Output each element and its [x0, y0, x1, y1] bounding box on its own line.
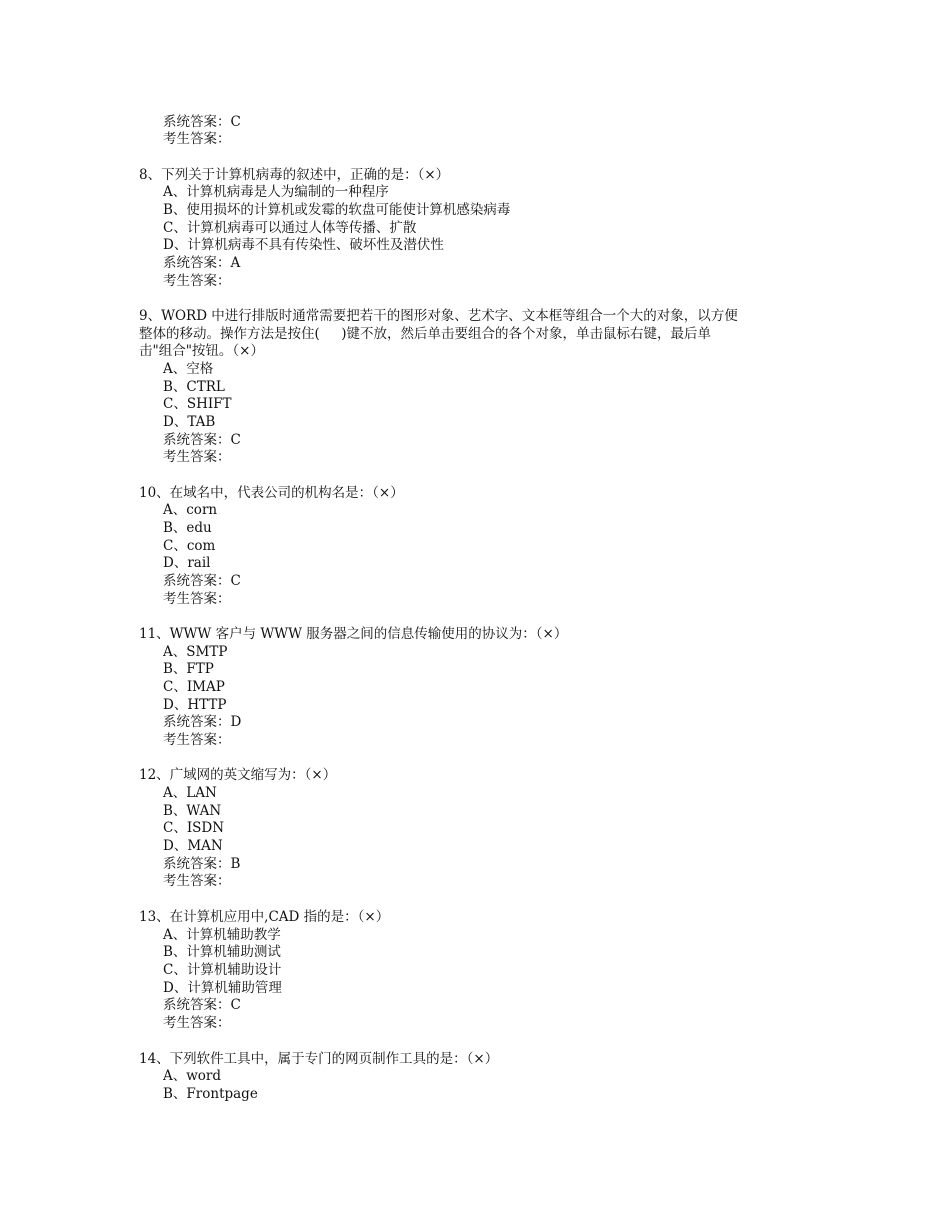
question-9-option-c: C、SHIFT: [163, 396, 232, 412]
question-12-option-b: B、WAN: [163, 803, 222, 819]
question-9-option-d: D、TAB: [163, 414, 216, 430]
question-13-option-d: D、计算机辅助管理: [163, 980, 282, 996]
question-10-student-answer: 考生答案：: [163, 591, 231, 607]
question-8-option-a: A、计算机病毒是人为编制的一种程序: [163, 184, 389, 200]
question-14-option-b: B、Frontpage: [163, 1086, 258, 1102]
student-answer: 考生答案：: [163, 131, 231, 147]
question-12-option-d: D、MAN: [163, 838, 223, 854]
question-9-option-a: A、空格: [163, 361, 214, 377]
question-10-option-d: D、rail: [163, 555, 211, 571]
question-8-system-answer: 系统答案：A: [163, 255, 241, 271]
question-10-system-answer: 系统答案：C: [163, 573, 241, 589]
question-12-option-a: A、LAN: [163, 785, 217, 801]
question-10-option-b: B、edu: [163, 520, 212, 536]
question-14-option-a: A、word: [163, 1068, 222, 1084]
question-11-option-d: D、HTTP: [163, 697, 227, 713]
question-13-option-b: B、计算机辅助测试: [163, 944, 281, 960]
question-10-option-c: C、com: [163, 538, 216, 554]
question-12-student-answer: 考生答案：: [163, 873, 231, 889]
question-10-option-a: A、corn: [163, 502, 218, 518]
question-11-option-c: C、IMAP: [163, 679, 225, 695]
question-12-text: 12、广域网的英文缩写为：（×）: [139, 767, 337, 783]
question-13-option-a: A、计算机辅助教学: [163, 927, 281, 943]
question-13-student-answer: 考生答案：: [163, 1015, 231, 1031]
question-12-option-c: C、ISDN: [163, 820, 225, 836]
question-11-option-a: A、SMTP: [163, 644, 228, 660]
question-8-option-d: D、计算机病毒不具有传染性、破坏性及潜伏性: [163, 237, 444, 253]
question-11-text: 11、WWW 客户与 WWW 服务器之间的信息传输使用的协议为：（×）: [139, 626, 568, 642]
question-11-student-answer: 考生答案：: [163, 732, 231, 748]
question-11-option-b: B、FTP: [163, 661, 214, 677]
question-13-option-c: C、计算机辅助设计: [163, 962, 282, 978]
question-14-text: 14、下列软件工具中，属于专门的网页制作工具的是：（×）: [139, 1051, 499, 1067]
question-9-student-answer: 考生答案：: [163, 449, 231, 465]
question-9-option-b: B、CTRL: [163, 379, 225, 395]
system-answer: 系统答案：C: [163, 114, 241, 130]
question-9-text-line-2: 整体的移动。操作方法是按住( )键不放，然后单击要组合的各个对象，单击鼠标右键，最后单: [139, 326, 711, 342]
question-9-system-answer: 系统答案：C: [163, 432, 241, 448]
question-8-student-answer: 考生答案：: [163, 273, 231, 289]
question-8-option-b: B、使用损坏的计算机或发霉的软盘可能使计算机感染病毒: [163, 202, 511, 218]
question-11-system-answer: 系统答案：D: [163, 714, 242, 730]
question-13-system-answer: 系统答案：C: [163, 997, 241, 1013]
question-12-system-answer: 系统答案：B: [163, 856, 241, 872]
question-9-text-line-3: 击"组合"按钮。（×）: [139, 343, 264, 359]
question-10-text: 10、在域名中，代表公司的机构名是：（×）: [139, 485, 404, 501]
question-8-text: 8、下列关于计算机病毒的叙述中，正确的是：（×）: [139, 167, 450, 183]
question-13-text: 13、在计算机应用中,CAD 指的是：（×）: [139, 909, 390, 925]
question-8-option-c: C、计算机病毒可以通过人体等传播、扩散: [163, 220, 417, 236]
question-9-text-line-1: 9、WORD 中进行排版时通常需要把若干的图形对象、艺术字、文本框等组合一个大的对象，以方便: [139, 308, 738, 324]
